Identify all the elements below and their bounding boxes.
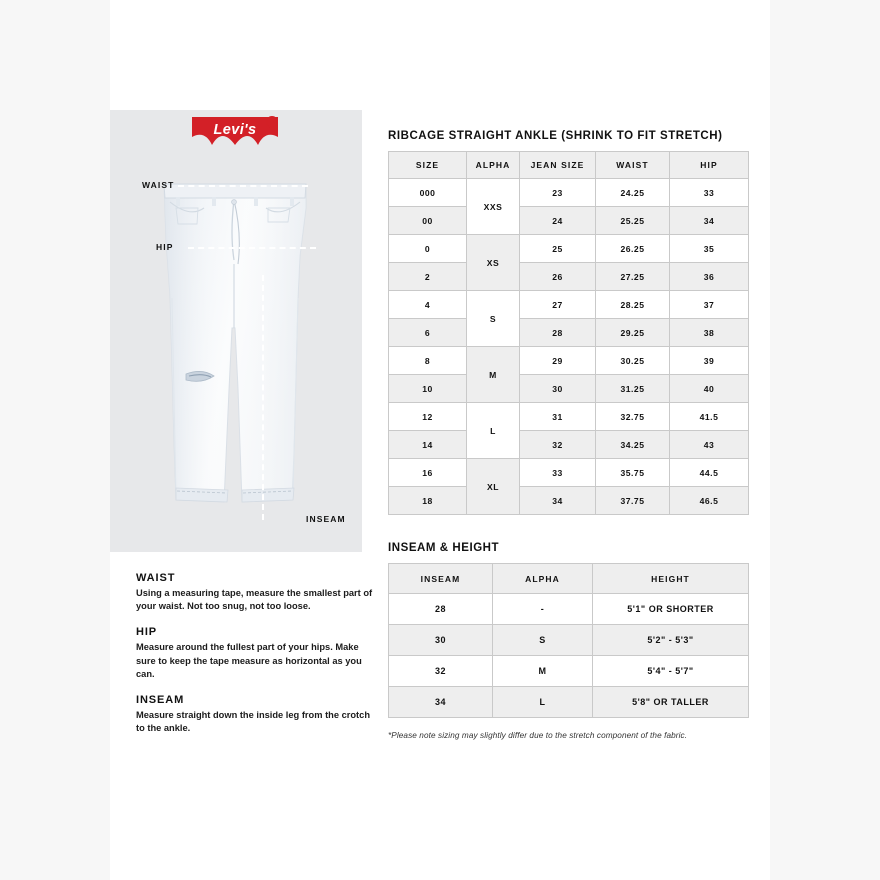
cell-jean-size: 29 bbox=[520, 347, 596, 375]
cell-waist: 34.25 bbox=[596, 431, 670, 459]
cell-height: 5'8" OR TALLER bbox=[593, 687, 749, 718]
instruction-hip bbox=[136, 626, 376, 681]
inseam-header-row bbox=[389, 564, 749, 594]
cell-inseam: 28 bbox=[389, 594, 493, 625]
product-image-panel bbox=[110, 110, 362, 552]
cell-jean-size: 28 bbox=[520, 319, 596, 347]
inseam-section bbox=[388, 542, 748, 718]
table-row bbox=[389, 431, 749, 459]
hip-measure-line bbox=[188, 247, 316, 249]
inseam-table-row bbox=[389, 625, 749, 656]
cell-hip: 36 bbox=[670, 263, 749, 291]
cell-waist: 37.75 bbox=[596, 487, 670, 515]
table-row bbox=[389, 375, 749, 403]
sizing-footnote: *Please note sizing may slightly differ due to the stretch component of the fabric. bbox=[388, 731, 688, 740]
table-row bbox=[389, 291, 749, 319]
cell-inseam-alpha: L bbox=[493, 687, 593, 718]
cell-inseam: 32 bbox=[389, 656, 493, 687]
cell-hip: 43 bbox=[670, 431, 749, 459]
cell-waist: 27.25 bbox=[596, 263, 670, 291]
cell-hip: 38 bbox=[670, 319, 749, 347]
cell-inseam: 34 bbox=[389, 687, 493, 718]
instruction-hip-body: Measure around the fullest part of your hips. Make sure to keep the tape measure as horizontal as you can. bbox=[136, 642, 362, 679]
cell-waist: 28.25 bbox=[596, 291, 670, 319]
instruction-waist bbox=[136, 572, 376, 613]
instruction-waist-heading: WAIST bbox=[136, 572, 176, 584]
cell-size: 8 bbox=[389, 347, 467, 375]
instruction-inseam-body: Measure straight down the inside leg from the crotch to the ankle. bbox=[136, 709, 371, 734]
table-row bbox=[389, 319, 749, 347]
cell-hip: 34 bbox=[670, 207, 749, 235]
cell-alpha: L bbox=[467, 403, 520, 459]
cell-height: 5'1" OR SHORTER bbox=[593, 594, 749, 625]
column-header-inseam-alpha: ALPHA bbox=[493, 564, 593, 594]
column-header-jean-size: JEAN SIZE bbox=[520, 152, 596, 179]
table-row bbox=[389, 263, 749, 291]
table-row bbox=[389, 487, 749, 515]
svg-text:R: R bbox=[269, 120, 275, 127]
cell-inseam-alpha: M bbox=[493, 656, 593, 687]
jeans-illustration bbox=[150, 178, 320, 518]
cell-size: 16 bbox=[389, 459, 467, 487]
column-header-hip: HIP bbox=[670, 152, 749, 179]
table-row bbox=[389, 235, 749, 263]
inseam-table-row bbox=[389, 687, 749, 718]
waist-label: WAIST bbox=[142, 180, 175, 190]
cell-jean-size: 25 bbox=[520, 235, 596, 263]
cell-alpha: XL bbox=[467, 459, 520, 515]
size-chart-table bbox=[388, 151, 749, 515]
cell-hip: 39 bbox=[670, 347, 749, 375]
inseam-table-row bbox=[389, 594, 749, 625]
main-table-title: RIBCAGE STRAIGHT ANKLE (SHRINK TO FIT STRETCH) bbox=[388, 130, 723, 142]
cell-inseam-alpha: - bbox=[493, 594, 593, 625]
cell-hip: 44.5 bbox=[670, 459, 749, 487]
cell-jean-size: 33 bbox=[520, 459, 596, 487]
cell-inseam: 30 bbox=[389, 625, 493, 656]
left-column bbox=[110, 110, 362, 552]
inseam-table-title: INSEAM & HEIGHT bbox=[388, 542, 500, 554]
cell-size: 2 bbox=[389, 263, 467, 291]
cell-waist: 26.25 bbox=[596, 235, 670, 263]
waist-measure-line bbox=[178, 185, 308, 187]
instruction-waist-body: Using a measuring tape, measure the smallest part of your waist. Not too snug, not too loose. bbox=[136, 588, 373, 612]
cell-alpha: M bbox=[467, 347, 520, 403]
right-column bbox=[388, 130, 748, 740]
cell-size: 4 bbox=[389, 291, 467, 319]
cell-jean-size: 23 bbox=[520, 179, 596, 207]
cell-size: 10 bbox=[389, 375, 467, 403]
cell-waist: 35.75 bbox=[596, 459, 670, 487]
cell-jean-size: 24 bbox=[520, 207, 596, 235]
instruction-inseam bbox=[136, 694, 376, 735]
table-row bbox=[389, 459, 749, 487]
cell-jean-size: 30 bbox=[520, 375, 596, 403]
table-header-row bbox=[389, 152, 749, 179]
levis-batwing-logo-icon bbox=[186, 115, 284, 159]
cell-jean-size: 34 bbox=[520, 487, 596, 515]
hip-label: HIP bbox=[156, 242, 174, 252]
inseam-label: INSEAM bbox=[306, 514, 346, 524]
instruction-hip-heading: HIP bbox=[136, 626, 158, 639]
cell-size: 0 bbox=[389, 235, 467, 263]
cell-size: 18 bbox=[389, 487, 467, 515]
inseam-measure-line bbox=[262, 275, 264, 520]
table-row bbox=[389, 179, 749, 207]
column-header-alpha: ALPHA bbox=[467, 152, 520, 179]
cell-inseam-alpha: S bbox=[493, 625, 593, 656]
cell-hip: 33 bbox=[670, 179, 749, 207]
cell-size: 00 bbox=[389, 207, 467, 235]
cell-hip: 46.5 bbox=[670, 487, 749, 515]
cell-waist: 24.25 bbox=[596, 179, 670, 207]
cell-alpha: XS bbox=[467, 235, 520, 291]
inseam-table-row bbox=[389, 656, 749, 687]
cell-hip: 41.5 bbox=[670, 403, 749, 431]
table-row bbox=[389, 207, 749, 235]
cell-jean-size: 26 bbox=[520, 263, 596, 291]
table-row bbox=[389, 403, 749, 431]
column-header-size: SIZE bbox=[389, 152, 467, 179]
cell-waist: 31.25 bbox=[596, 375, 670, 403]
cell-hip: 37 bbox=[670, 291, 749, 319]
inseam-height-table bbox=[388, 563, 749, 718]
cell-height: 5'2" - 5'3" bbox=[593, 625, 749, 656]
cell-jean-size: 32 bbox=[520, 431, 596, 459]
cell-hip: 40 bbox=[670, 375, 749, 403]
cell-alpha: XXS bbox=[467, 179, 520, 235]
column-header-height: HEIGHT bbox=[593, 564, 749, 594]
cell-alpha: S bbox=[467, 291, 520, 347]
column-header-waist: WAIST bbox=[596, 152, 670, 179]
cell-waist: 25.25 bbox=[596, 207, 670, 235]
cell-size: 14 bbox=[389, 431, 467, 459]
table-row bbox=[389, 347, 749, 375]
cell-waist: 29.25 bbox=[596, 319, 670, 347]
measuring-instructions bbox=[136, 572, 376, 735]
cell-size: 6 bbox=[389, 319, 467, 347]
cell-size: 12 bbox=[389, 403, 467, 431]
cell-size: 000 bbox=[389, 179, 467, 207]
instruction-inseam-heading: INSEAM bbox=[136, 693, 185, 706]
cell-height: 5'4" - 5'7" bbox=[593, 656, 749, 687]
cell-hip: 35 bbox=[670, 235, 749, 263]
cell-waist: 30.25 bbox=[596, 347, 670, 375]
cell-waist: 32.75 bbox=[596, 403, 670, 431]
column-header-inseam: INSEAM bbox=[389, 564, 493, 594]
svg-text:Levi's: Levi's bbox=[213, 122, 257, 138]
cell-jean-size: 27 bbox=[520, 291, 596, 319]
cell-jean-size: 31 bbox=[520, 403, 596, 431]
